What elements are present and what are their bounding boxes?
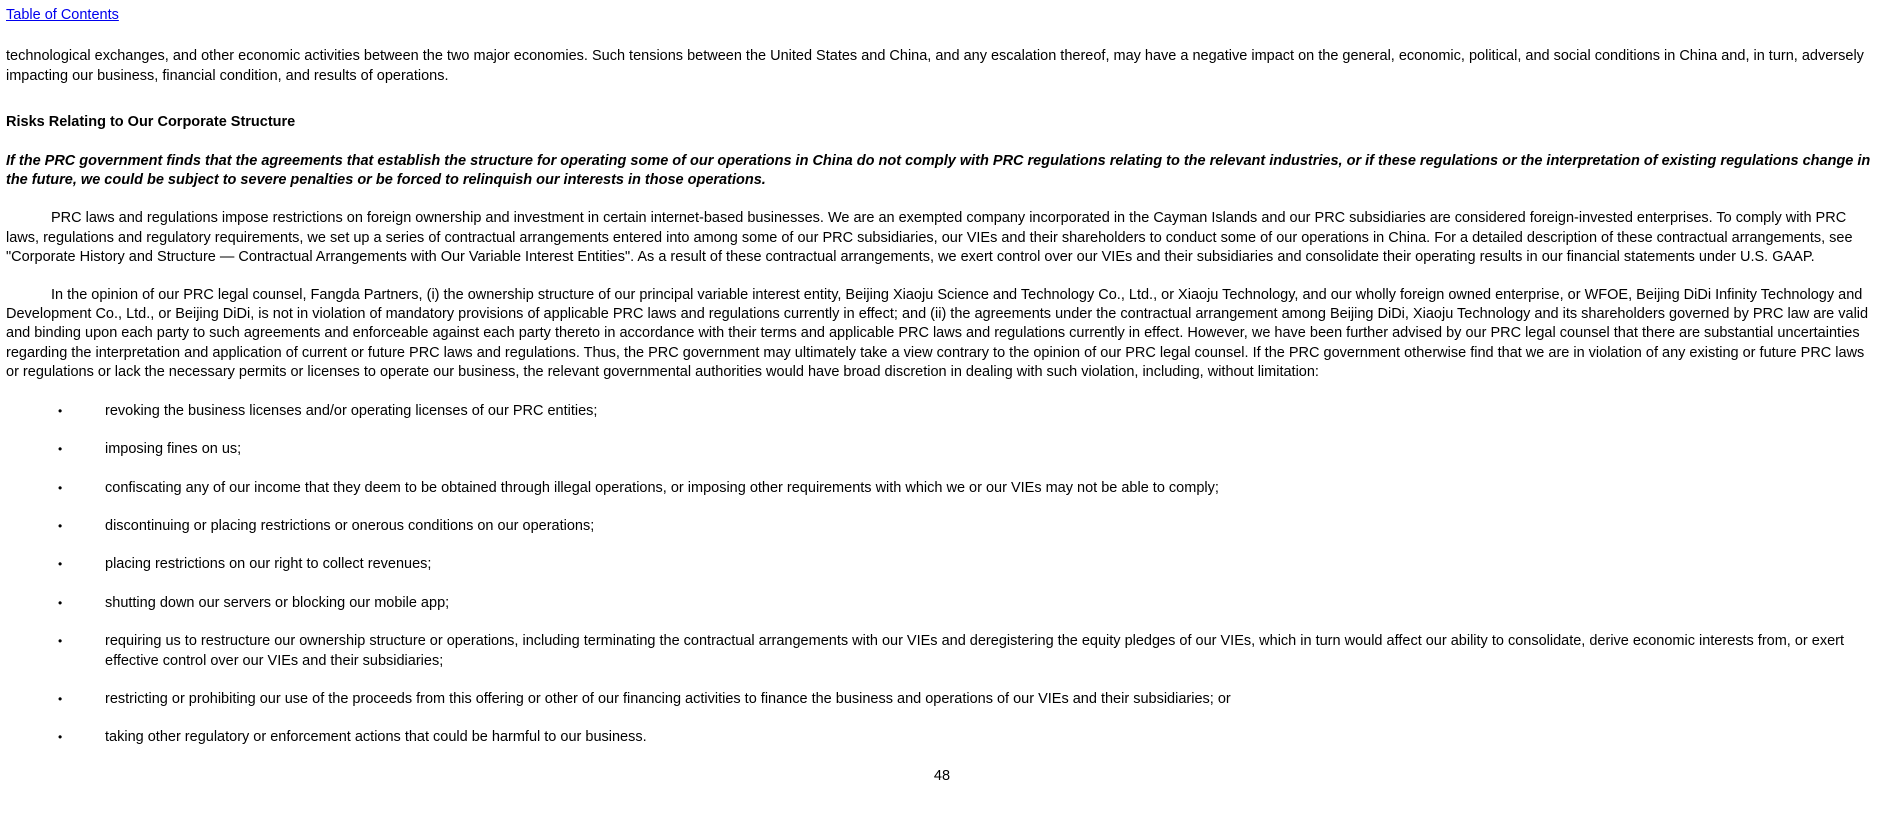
bullet-text: taking other regulatory or enforcement actions that could be harmful to our business. (105, 729, 647, 746)
bullet-text: discontinuing or placing restrictions or onerous conditions on our operations; (105, 517, 595, 534)
bullet-icon: • (58, 557, 63, 572)
bullet-icon: • (58, 595, 63, 610)
bullet-icon: • (58, 480, 63, 495)
bullet-list-item (6, 440, 1878, 459)
paragraph-legal-opinion: In the opinion of our PRC legal counsel, Fangda Partners, (i) the ownership structure of our principal variable interest entity, Beijing Xiaoju Science and Technology Co., Ltd., or Xiaoju Technology, and our wholly foreign owned enterprise, or WFOE, Beijing DiDi Infinity Technology and Development Co., Ltd., or Beijing DiDi, is not in violation of mandatory provisions of applicable PRC laws and regulations currently in effect; and (ii) the agreements under the contractual arrangement among Beijing DiDi, Xiaoju Technology and its shareholders governed by PRC law are valid and binding upon each party to such agreements and enforceable against each party thereto in accordance with their terms and applicable PRC laws and regulations currently in effect. However, we have been further advised by our PRC legal counsel that there are substantial uncertainties regarding the interpretation and application of current or future PRC laws and regulations. Thus, the PRC government may ultimately take a view contrary to the opinion of our PRC legal counsel. If the PRC government otherwise find that we are in violation of any existing or future PRC laws or regulations or lack the necessary permits or licenses to operate our business, the relevant governmental authorities would have broad discretion in dealing with such violation, including, without limitation: (6, 286, 1869, 381)
bullet-icon: • (58, 442, 63, 457)
bullet-icon: • (58, 518, 63, 533)
bullet-list-item (6, 728, 1878, 747)
bullet-icon: • (58, 403, 63, 418)
bullet-text: imposing fines on us; (105, 441, 242, 458)
intro-paragraph: technological exchanges, and other economic activities between the two major economies. Such tensions between the United States and China, and any escalation thereof, may have a negative impact on the general, economic, political, and social conditions in China and, in turn, adversely impacting our business, financial condition, and results of operations. (6, 48, 1864, 84)
bullet-icon: • (58, 634, 63, 649)
bullet-icon: • (58, 691, 63, 706)
toc-link-row (6, 6, 1878, 25)
bullet-text: confiscating any of our income that they deem to be obtained through illegal operations, or imposing other requirements with which we or our VIEs may not be able to comply; (105, 479, 1219, 496)
bullet-text: requiring us to restructure our ownership structure or operations, including terminating the contractual arrangements with our VIEs and deregistering the equity pledges of our VIEs, which in turn would affect our ability to consolidate, derive economic interests from, or exert effective control over our VIEs and their subsidiaries; (105, 633, 1845, 669)
table-of-contents-link[interactable]: Table of Contents (6, 7, 119, 23)
bullet-text: placing restrictions on our right to collect revenues; (105, 556, 432, 573)
bullet-text: shutting down our servers or blocking our mobile app; (105, 594, 450, 611)
bullet-list-item (6, 632, 1878, 671)
bullet-list-item (6, 402, 1878, 421)
risk-factor-heading: If the PRC government finds that the agreements that establish the structure for operating some of our operations in China do not comply with PRC regulations relating to the relevant industries, or if these regulations or the interpretation of existing regulations change in the future, we could be subject to severe penalties or be forced to relinquish our interests in those operations. (6, 152, 1871, 189)
paragraph-prc-laws: PRC laws and regulations impose restrictions on foreign ownership and investment in certain internet-based businesses. We are an exempted company incorporated in the Cayman Islands and our PRC subsidiaries are considered foreign-invested enterprises. To comply with PRC laws, regulations and regulatory requirements, we set up a series of contractual arrangements entered into among some of our PRC subsidiaries, our VIEs and their shareholders to conduct some of our operations in China. For a detailed description of these contractual arrangements, see "Corporate History and Structure — Contractual Arrangements with Our Variable Interest Entities". As a result of these contractual arrangements, we exert control over our VIEs and their subsidiaries and consolidate their operating results in our financial statements under U.S. GAAP. (6, 210, 1853, 266)
section-heading-risks-corporate-structure: Risks Relating to Our Corporate Structure (6, 114, 296, 131)
bullet-icon: • (58, 730, 63, 745)
bullet-list-item (6, 690, 1878, 709)
bullet-list-item (6, 479, 1878, 498)
bullet-list-item (6, 594, 1878, 613)
bullet-list-item (6, 517, 1878, 536)
bullet-text: revoking the business licenses and/or operating licenses of our PRC entities; (105, 402, 598, 419)
page-number: 48 (933, 767, 951, 784)
bullet-list-item (6, 555, 1878, 574)
bullet-text: restricting or prohibiting our use of the proceeds from this offering or other of our financing activities to finance the business and operations of our VIEs and their subsidiaries; or (105, 690, 1231, 707)
